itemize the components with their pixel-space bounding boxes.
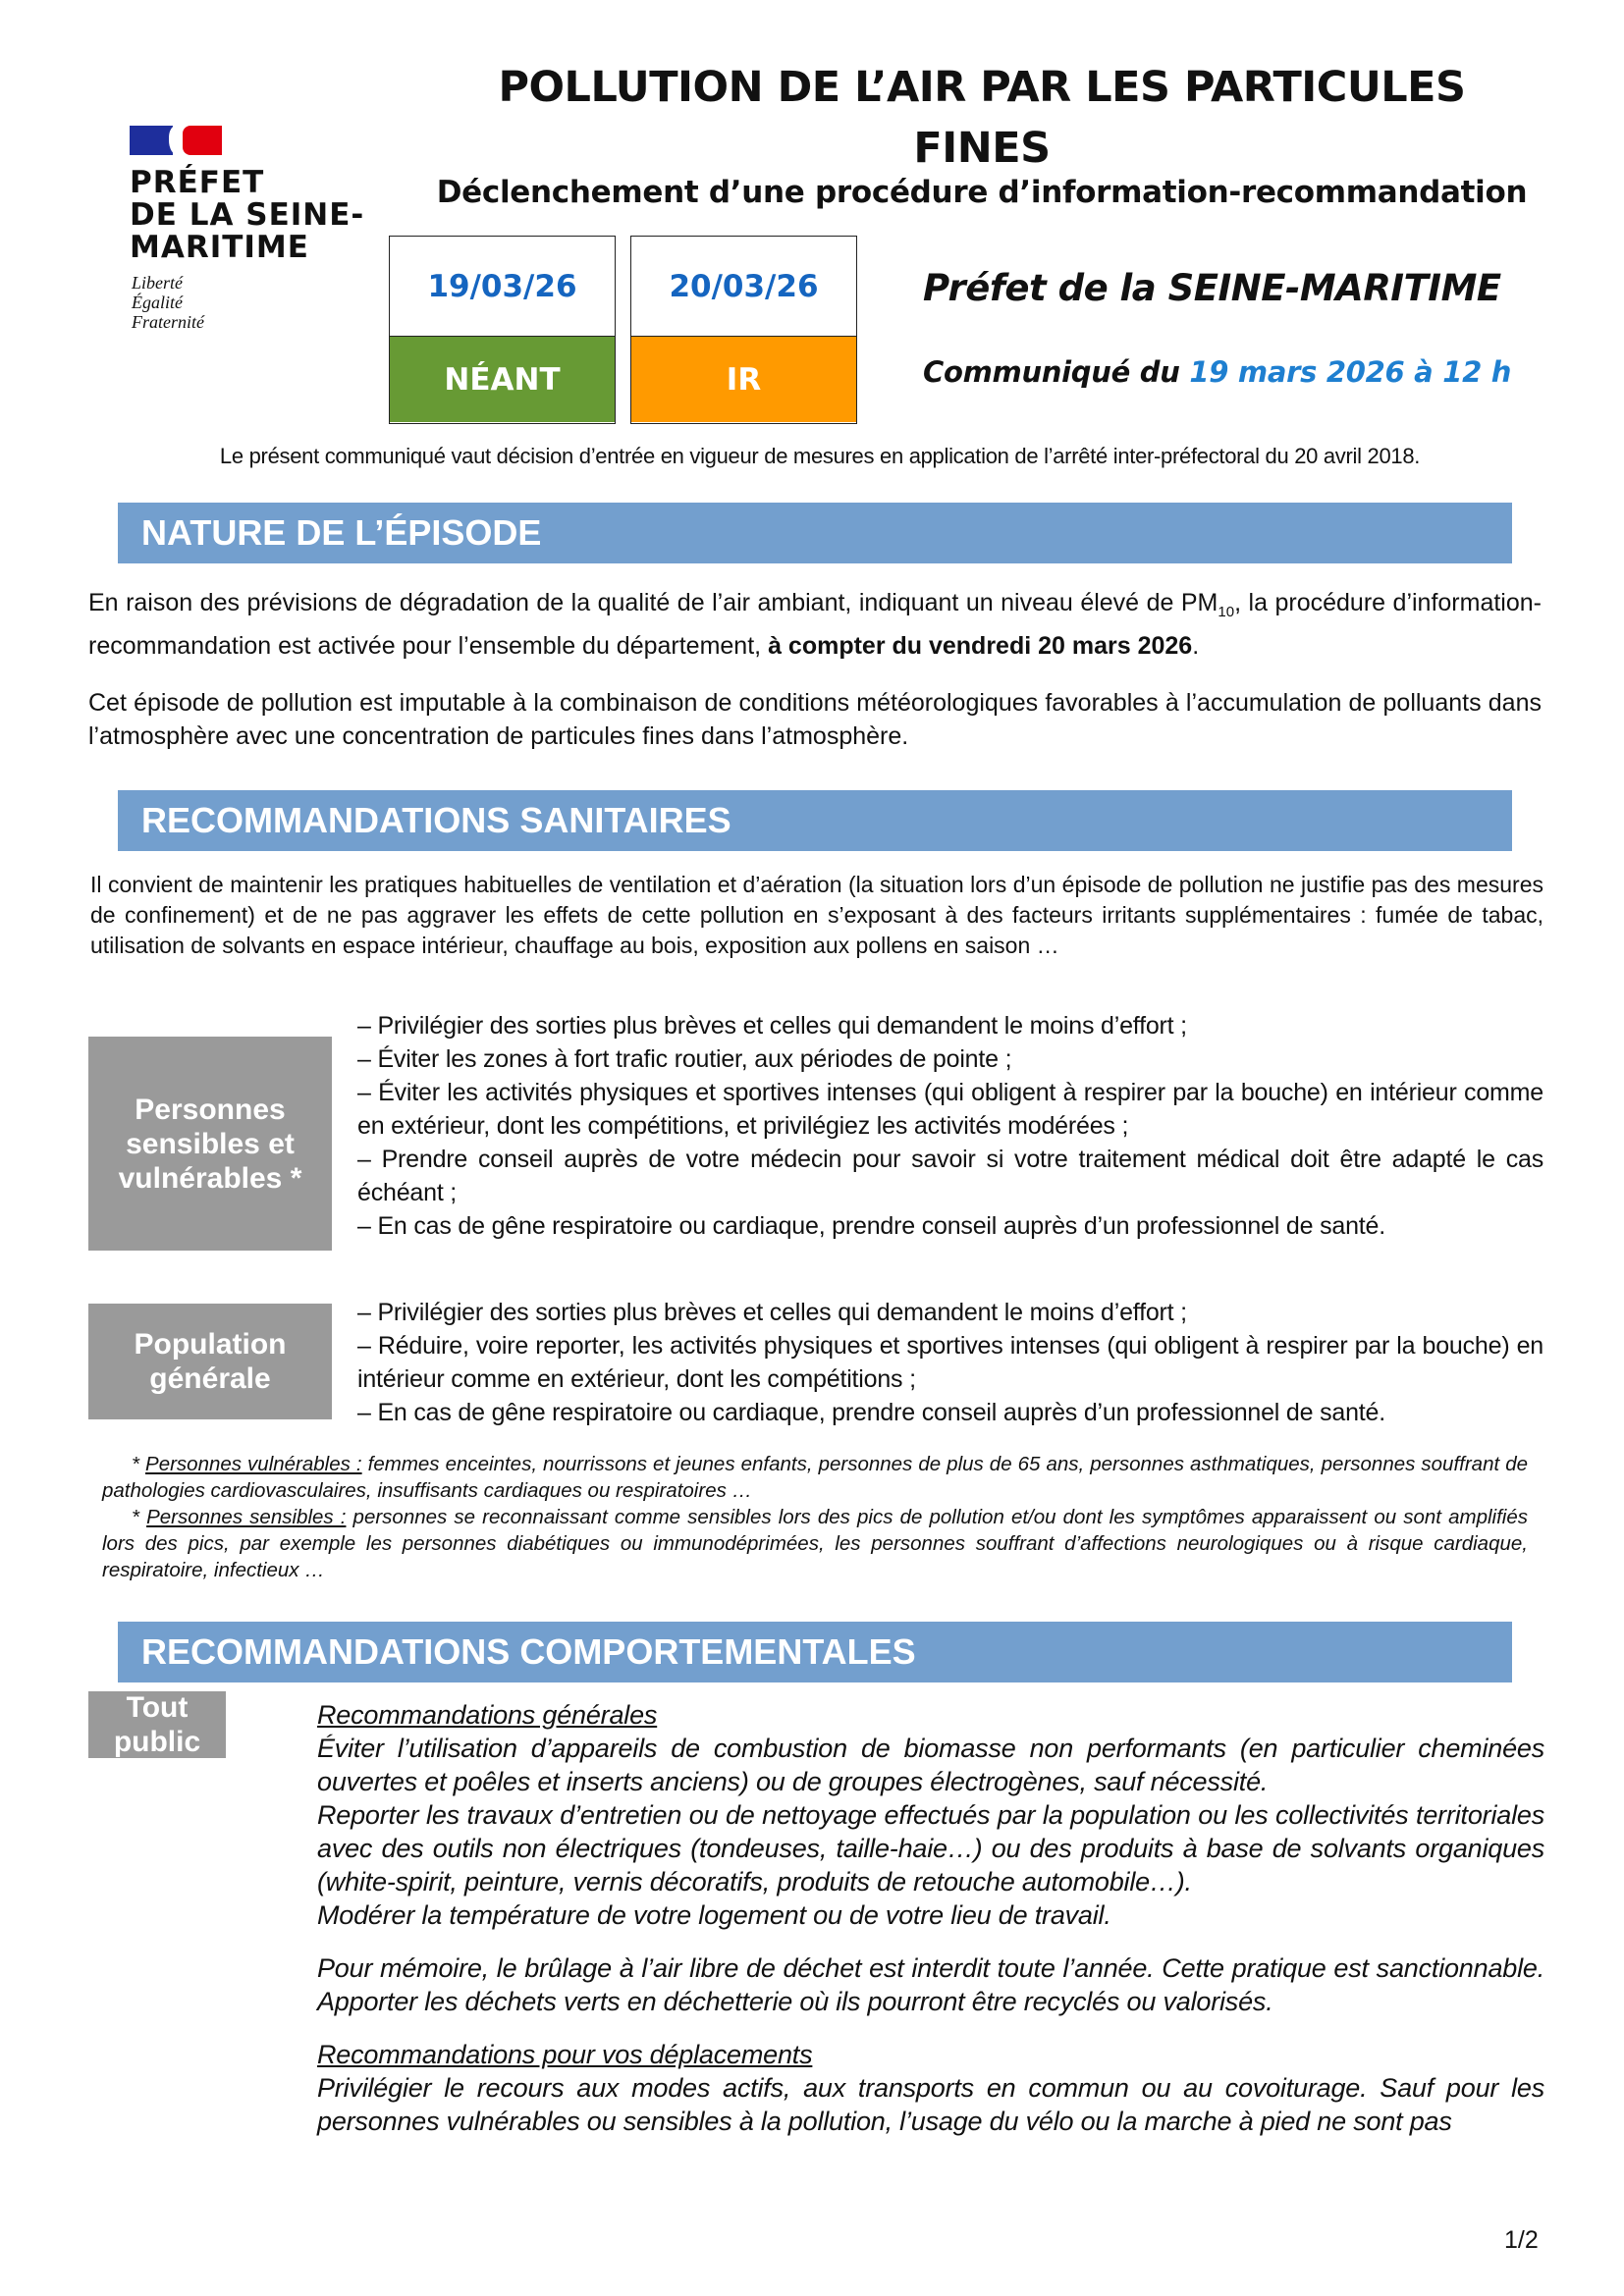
list-item: – Privilégier des sorties plus brèves et celles qui demandent le moins d’effort ; — [357, 1012, 1187, 1040]
day-status-box — [389, 236, 616, 424]
day-date: 20/03/26 — [631, 237, 856, 337]
recommendation-list-population — [357, 1296, 1543, 1429]
institution-logo-text — [130, 167, 364, 264]
text: . — [1192, 632, 1200, 660]
title-line: POLLUTION DE L’AIR PAR LES PARTICULES — [498, 63, 1466, 112]
recommendation-list-sensibles — [357, 1009, 1543, 1243]
subheading-general: Recommandations générales — [317, 1700, 658, 1730]
list-item: – Éviter les activités physiques et sportives intenses (qui obligent à respirer par la bouche) en intérieur comme en extérieur, dont les compétitions, et privilégiez les activités modérées ; — [357, 1079, 1543, 1140]
nature-paragraph — [88, 586, 1542, 663]
footnote-marker: * — [132, 1453, 146, 1475]
section-heading-sanitaires: RECOMMANDATIONS SANITAIRES — [118, 790, 1512, 851]
text: En raison des prévisions de dégradation de la qualité de l’air ambiant, indiquant un niveau élevé de PM — [88, 589, 1218, 616]
recommendation-text: Reporter les travaux d’entretien ou de nettoyage effectués par la population ou les collectivités territoriales avec des outils non électriques (tondeuses, taille-haie…) ou des produits à base de solvants organiques (white-spirit, peinture, vernis décoratifs, produits de retouche automobile…). — [317, 1800, 1544, 1896]
logo-line: DE LA SEINE- — [130, 197, 365, 233]
section-heading-comportementales: RECOMMANDATIONS COMPORTEMENTALES — [118, 1622, 1512, 1682]
section-heading-nature: NATURE DE L’ÉPISODE — [118, 503, 1512, 563]
list-item: – Réduire, voire reporter, les activités physiques et sportives intenses (qui obligent à respirer par la bouche) en intérieur comme en extérieur, dont les compétitions ; — [357, 1332, 1543, 1393]
communique-date-line — [923, 355, 1511, 389]
motto-line: Égalité — [132, 293, 183, 312]
bold-date: à compter du vendredi 20 mars 2026 — [768, 632, 1193, 660]
footnote-marker: * — [132, 1506, 147, 1528]
day-date: 19/03/26 — [390, 237, 615, 337]
day-status-box — [630, 236, 857, 424]
logo-line: PRÉFET — [130, 165, 265, 200]
decision-note: Le présent communiqué vaut décision d’entrée en vigueur de mesures en application de l’arrêté inter-préfectoral du 20 avril 2018. — [219, 444, 1421, 468]
list-item: – Éviter les zones à fort trafic routier, aux périodes de pointe ; — [357, 1045, 1012, 1073]
list-item: – Privilégier des sorties plus brèves et celles qui demandent le moins d’effort ; — [357, 1299, 1187, 1326]
logo-line: MARITIME — [130, 230, 309, 265]
group-label-tout-public: Tout public — [88, 1691, 226, 1758]
footnote-text: personnes se reconnaissant comme sensibles lors des pics de pollution et/ou dont les symptômes apparaissent ou sont amplifiés lors des pics, par exemple les personnes diabétiques ou immunodéprimées, les personnes souffrant d’affections neurologiques ou à risque cardiaque, respiratoire, infectieux … — [102, 1506, 1528, 1581]
page-subtitle: Déclenchement d’une procédure d’information-recommandation — [436, 175, 1528, 210]
text: , la procédure d’information-recommandation est activée pour l’ensemble du département, — [88, 589, 1542, 660]
list-item: – En cas de gêne respiratoire ou cardiaque, prendre conseil auprès d’un professionnel de santé. — [357, 1212, 1385, 1240]
travel-text: Privilégier le recours aux modes actifs, aux transports en commun ou au covoiturage. Sauf pour les personnes vulnérables ou sensibles à la pollution, l’usage du vélo ou la marche à pied ne sont pas — [317, 2073, 1544, 2136]
footnote-term: Personnes sensibles : — [146, 1506, 347, 1528]
recommendation-text: Éviter l’utilisation d’appareils de combustion de biomasse non performants (en particulier cheminées ouvertes et poêles et inserts anciens) ou de groupes électrogènes, sauf nécessité. — [317, 1734, 1544, 1796]
recommendation-text: Modérer la température de votre logement ou de votre lieu de travail. — [317, 1900, 1111, 1930]
communique-prefix: Communiqué du — [923, 355, 1190, 389]
day-level-badge: NÉANT — [390, 337, 615, 422]
subheading-travel: Recommandations pour vos déplacements — [317, 2040, 813, 2069]
footnote-vulnerables — [102, 1451, 1528, 1504]
day-level-badge: IR — [631, 337, 856, 422]
prefet-heading: Préfet de la SEINE-MARITIME — [923, 267, 1501, 309]
motto-line: Fraternité — [132, 312, 204, 332]
republic-motto — [132, 273, 204, 332]
title-line: FINES — [913, 124, 1051, 173]
motto-line: Liberté — [132, 273, 183, 293]
list-item: – En cas de gêne respiratoire ou cardiaque, prendre conseil auprès d’un professionnel de santé. — [357, 1399, 1385, 1426]
group-label-population: Population générale — [88, 1304, 332, 1419]
communique-date: 19 mars 2026 à 12 h — [1189, 355, 1512, 389]
page-title — [412, 57, 1551, 179]
behavioral-recommendations — [317, 1698, 1544, 2138]
subscript: 10 — [1218, 604, 1235, 620]
group-label-sensibles: Personnes sensibles et vulnérables * — [88, 1037, 332, 1251]
sanitaires-intro: Il convient de maintenir les pratiques habituelles de ventilation et d’aération (la situation lors d’un épisode de pollution ne justifie pas des mesures de confinement) et de ne pas aggraver les effets de cette pollution en s’exposant à des facteurs irritants supplémentaires : fumée de tabac, utilisation de solvants en espace intérieur, chauffage au bois, exposition aux pollens en saison … — [90, 872, 1543, 958]
footnote-text: femmes enceintes, nourrissons et jeunes enfants, personnes de plus de 65 ans, personnes asthmatiques, personnes souffrant de pathologies cardiovasculaires, insuffisants cardiaques ou respiratoires … — [102, 1453, 1528, 1502]
memo-text: Pour mémoire, le brûlage à l’air libre de déchet est interdit toute l’année. Cette pratique est sanctionnable. Apporter les déchets verts en déchetterie où ils pourront être recyclés ou valorisés. — [317, 1953, 1544, 2016]
footnotes — [102, 1451, 1528, 1583]
page-number: 1/2 — [1504, 2226, 1539, 2254]
footnote-sensibles — [102, 1504, 1528, 1583]
marianne-flag-icon — [130, 126, 224, 157]
footnote-term: Personnes vulnérables : — [145, 1453, 362, 1475]
nature-paragraph-2: Cet épisode de pollution est imputable à la combinaison de conditions météorologiques favorables à l’accumulation de polluants dans l’atmosphère avec une concentration de particules fines dans l’atmosphère. — [88, 689, 1542, 750]
list-item: – Prendre conseil auprès de votre médecin pour savoir si votre traitement médical doit être adapté le cas échéant ; — [357, 1146, 1543, 1206]
